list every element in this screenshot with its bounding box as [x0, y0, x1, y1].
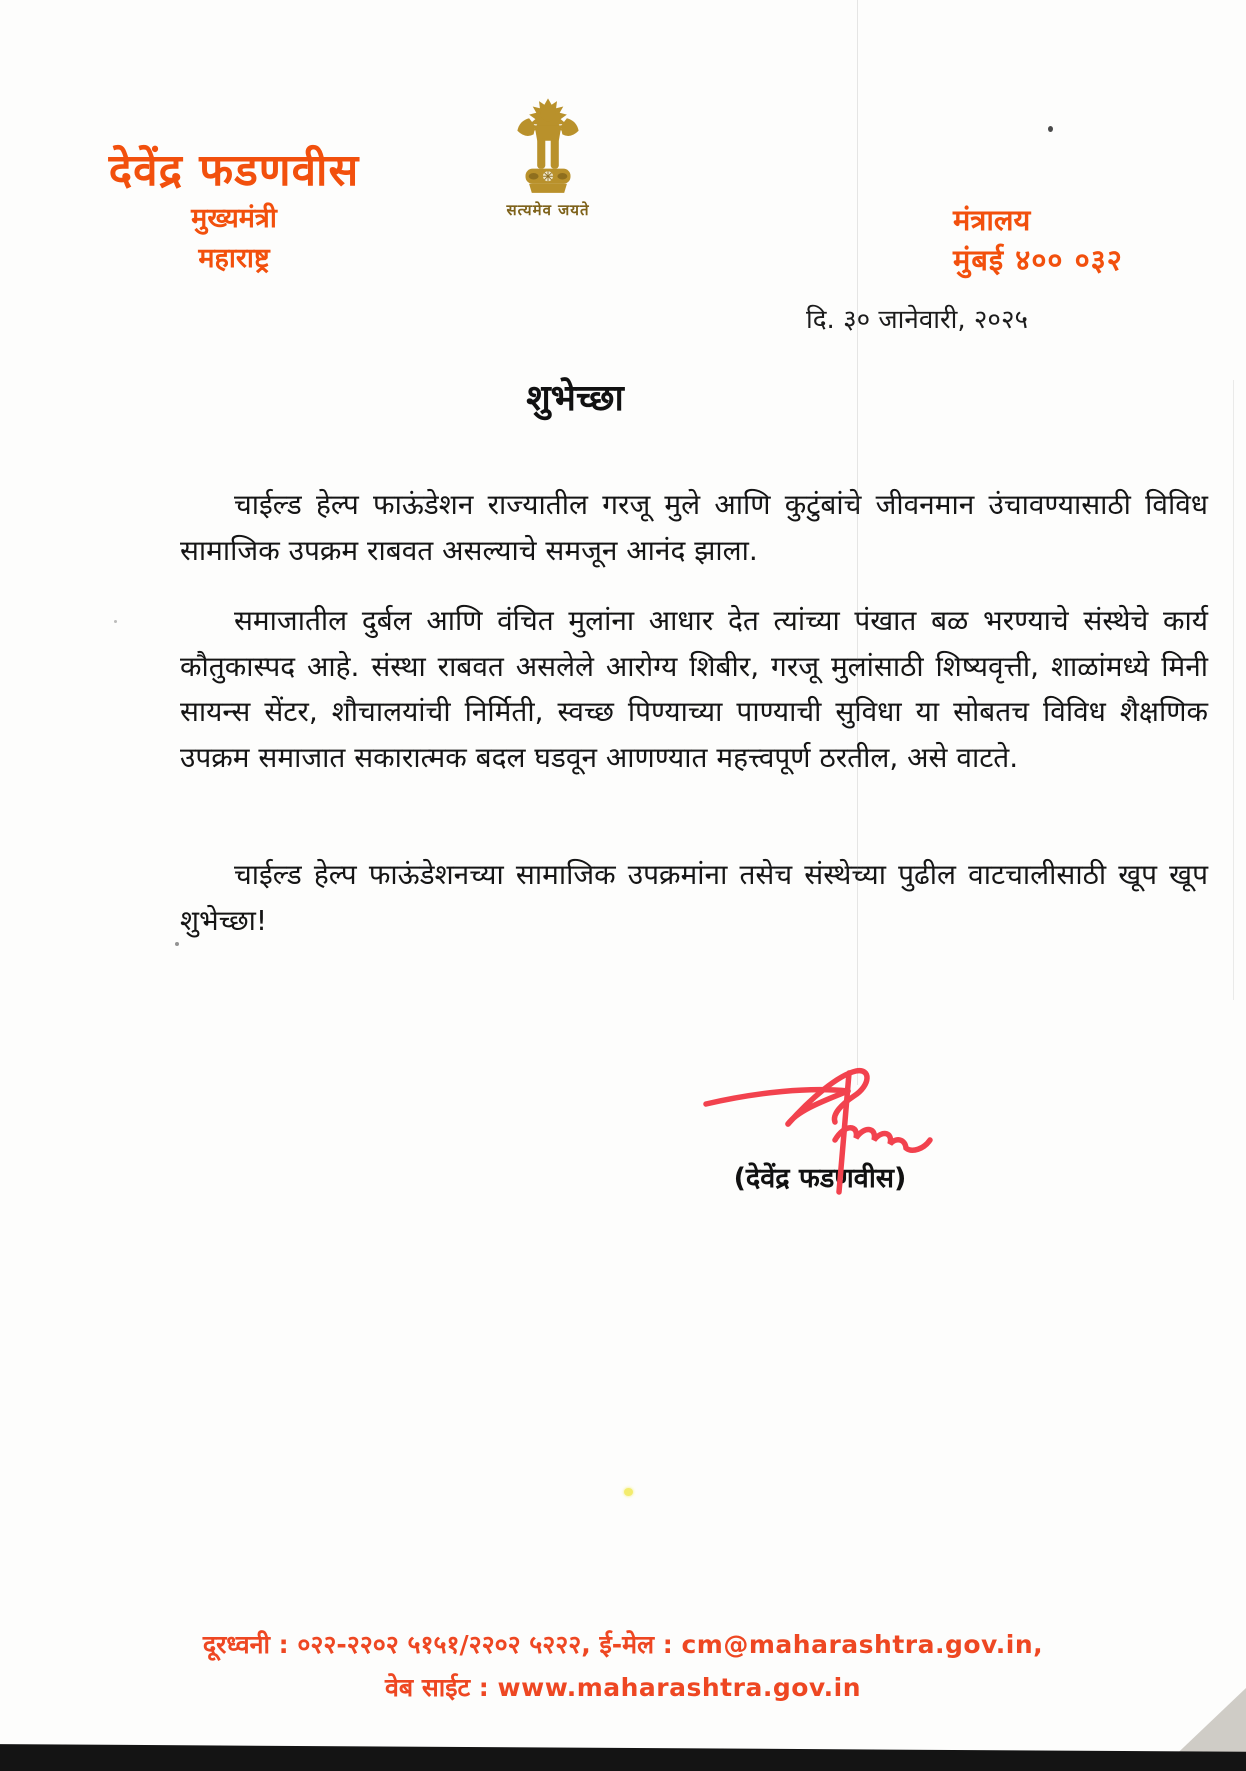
sender-name: देवेंद्र फडणवीस — [108, 145, 360, 196]
letter-subject: शुभेच्छा — [526, 378, 624, 419]
website-address: www.maharashtra.gov.in — [497, 1673, 862, 1702]
scan-line-artifact — [857, 0, 858, 1085]
speck-artifact — [175, 942, 179, 946]
scan-bottom-band — [0, 1744, 1246, 1771]
speck-artifact — [114, 620, 117, 623]
phone-label: दूरध्वनी : — [202, 1630, 298, 1659]
footer-website-line — [0, 1670, 1246, 1704]
letter-paragraph-3: चाईल्ड हेल्प फाऊंडेशनच्या सामाजिक उपक्रमांना तसेच संस्थेच्या पुढील वाटचालीसाठी खूप खूप शुभेच्छा! — [180, 858, 1208, 937]
signatory-name: (देवेंद्र फडणवीस) — [733, 1163, 907, 1194]
phone-number: ०२२-२२०२ ५१५१/२२०२ ५२२२, — [297, 1630, 600, 1659]
letter-paragraph-2: समाजातील दुर्बल आणि वंचित मुलांना आधार देत त्यांच्या पंखात बळ भरण्याचे संस्थेचे कार्य कौतुकास्पद आहे. संस्था राबवत असलेले आरोग्य शिबीर, गरजू मुलांसाठी शिष्यवृत्ती, शाळांमध्ये मिनी सायन्स सेंटर, शौचालयांची निर्मिती, स्वच्छ पिण्याच्या पाण्याची सुविधा या सोबतच विविध शैक्षणिक उपक्रम समाजात सकारात्मक बदल घडवून आणण्यात महत्त्वपूर्ण ठरतील, असे वाटते. — [180, 604, 1208, 774]
office-address: मुंबई ४०० ०३२ — [953, 243, 1123, 277]
emblem-motto: सत्यमेव जयते — [506, 201, 590, 219]
letter-date: दि. ३० जानेवारी, २०२५ — [806, 305, 1028, 335]
footer-contact-line — [0, 1627, 1246, 1661]
office-name: मंत्रालय — [953, 203, 1031, 237]
letter-paragraph-1: चाईल्ड हेल्प फाऊंडेशन राज्यातील गरजू मुले आणि कुटुंबांचे जीवनमान उंचावण्यासाठी विविध सामाजिक उपक्रम राबवत असल्याचे समजून आनंद झाला. — [180, 488, 1208, 567]
ink-dot-artifact — [1048, 126, 1053, 132]
email-label: ई-मेल : — [599, 1630, 682, 1659]
scan-line-artifact — [1233, 380, 1234, 1000]
sender-designation: मुख्यमंत्री — [191, 203, 277, 234]
yellow-dot-artifact — [624, 1488, 633, 1496]
sender-state: महाराष्ट्र — [198, 243, 270, 274]
website-label: वेब साईट : — [384, 1673, 498, 1702]
email-address: cm@maharashtra.gov.in, — [681, 1630, 1044, 1659]
